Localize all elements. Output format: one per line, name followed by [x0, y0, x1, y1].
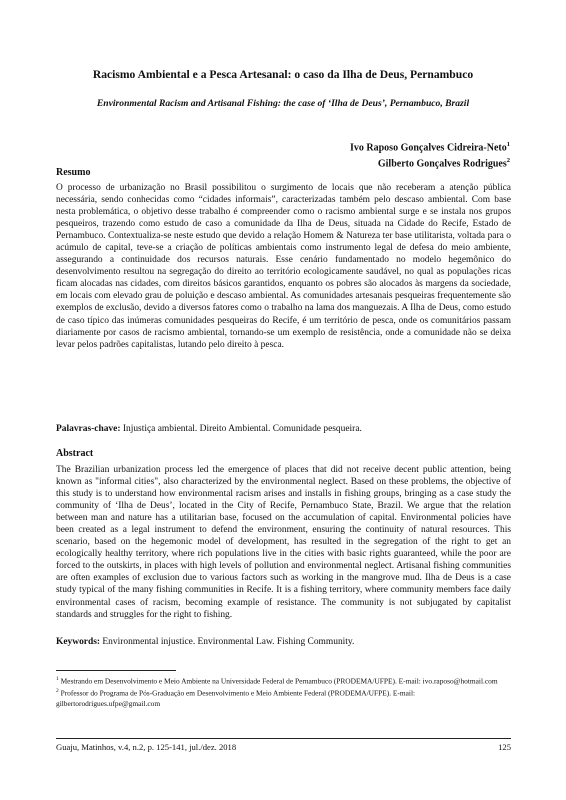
footnote-text: Professor do Programa de Pós-Graduação em Desenvolvimento e Meio Ambiente Federal (PRODEMA/UFPE). E-mail: gilbertorodrigues.ufpe@gmail.com	[56, 688, 416, 708]
footnote-mark: 1	[506, 141, 510, 148]
footnote-divider	[56, 670, 176, 671]
footnotes	[56, 674, 511, 709]
abstract-text: The Brazilian urbanization process led the emergence of places that did not receive decent public attention, being known as "informal cities", also characterized by the environmental neglect. Based on these problems, the objective of this study is to understand how environmental racism arises and installs in fishing groups, bringing as a case study the community of ‘Ilha de Deus’, located in the City of Recife, Pernambuco State, Brazil. We argue that the relation between man and nature has a utilitarian base, focused on the accumulation of capital. Environmental policies have been created as a legal instrument to defend the environment, ensuring the continuity of natural resources. This scenario, based on the hegemonic model of development, has resulted in the segregation of the right to get an ecologically healthy territory, where rich populations live in the cities with basic rights guaranteed, while the poor are forced to the outskirts, in places with high levels of pollution and environmental neglect. Artisanal fishing communities are often examples of exclusion due to various factors such as working in the mangrove mud. Ilha de Deus is a case study typical of the many fishing communities in Recife. It is a fishing territory, where community members face daily environmental cases of racism, becoming example of resistance. The community is not subjugated by capitalist standards and struggles for the right to fishing.	[56, 465, 511, 620]
author	[210, 138, 510, 154]
footer-divider	[56, 738, 511, 739]
resumo-heading: Resumo	[56, 167, 91, 178]
keywords-value: Environmental injustice. Environmental Law. Fishing Community.	[100, 637, 355, 647]
keywords-label: Keywords:	[56, 637, 101, 647]
journal-citation: Guaju, Matinhos, v.4, n.2, p. 125-141, jul./dez. 2018	[56, 742, 237, 752]
page-number: 125	[498, 742, 511, 752]
paper-subtitle: Environmental Racism and Artisanal Fishing: the case of ‘Ilha de Deus’, Pernambuco, Brazil	[96, 98, 470, 109]
footnote	[56, 686, 511, 708]
footnote-mark: 2	[56, 688, 59, 695]
keywords-label: Palavras-chave:	[56, 424, 121, 434]
paper-title: Racismo Ambiental e a Pesca Artesanal: o caso da Ilha de Deus, Pernambuco	[92, 68, 474, 81]
footnote-text: Mestrando em Desenvolvimento e Meio Ambiente na Universidade Federal de Pernambuco (PRODEMA/UFPE). E-mail: ivo.raposo@hotmail.com	[58, 676, 498, 686]
footnote	[56, 674, 511, 686]
page-footer	[56, 742, 511, 753]
footnote-mark: 1	[56, 676, 59, 682]
abstract-heading: Abstract	[56, 448, 94, 459]
resumo-text: O processo de urbanização no Brasil possibilitou o surgimento de locais que não receberam a atenção pública necessária, sendo conhecidas como “cidades informais”, caracterizadas também pelo descaso ambiental. Com base nesta problemática, o objetivo desse trabalho é compreender como o racismo ambiental surge e se instala nos grupos pesqueiros, trazendo como estudo de caso a comunidade da Ilha de Deus, situada na Cidade do Recife, Estado de Pernambuco. Contextualiza-se neste estudo que devido a relação Homem & Natureza ter base utilitarista, voltada para o acúmulo de capital, teve-se a criação de políticas ambientais como instrumento legal de defesa do meio ambiente, assegurando a continuidade dos recursos naturais. Esse cenário fundamentado no modelo hegemônico do desenvolvimento resultou na segregação do direito ao território ecologicamente saudável, no qual as populações ricas ficam alocadas nas cidades, com direitos básicos garantidos, enquanto os pobres são alocados às margens da sociedade, em locais com elevado grau de poluição e descaso ambiental. As comunidades artesanais pesqueiras frequentemente são exemplos de exclusão, devido a diversos fatores como o trabalho na lama dos manguezais. A Ilha de Deus, como estudo de caso típico das inúmeras comunidades pesqueiras do Recife, é um território de pesca, onde os comunitários passam diariamente por casos de racismo ambiental, tornando-se um exemplo de resistência, onde a comunidade não se deixa levar pelos padrões capitalistas, lutando pelo direito à pesca.	[56, 183, 511, 350]
footnote-mark: 2	[506, 157, 510, 165]
abstract-keywords	[56, 636, 511, 648]
author-list	[210, 138, 510, 171]
author-name: Gilberto Gonçalves Rodrigues	[377, 158, 507, 170]
author	[210, 154, 510, 170]
keywords-value: Injustiça ambiental. Direito Ambiental. Comunidade pesqueira.	[120, 424, 362, 434]
resumo-keywords	[56, 423, 511, 435]
author-name: Ivo Raposo Gonçalves Cidreira-Neto	[350, 142, 507, 154]
